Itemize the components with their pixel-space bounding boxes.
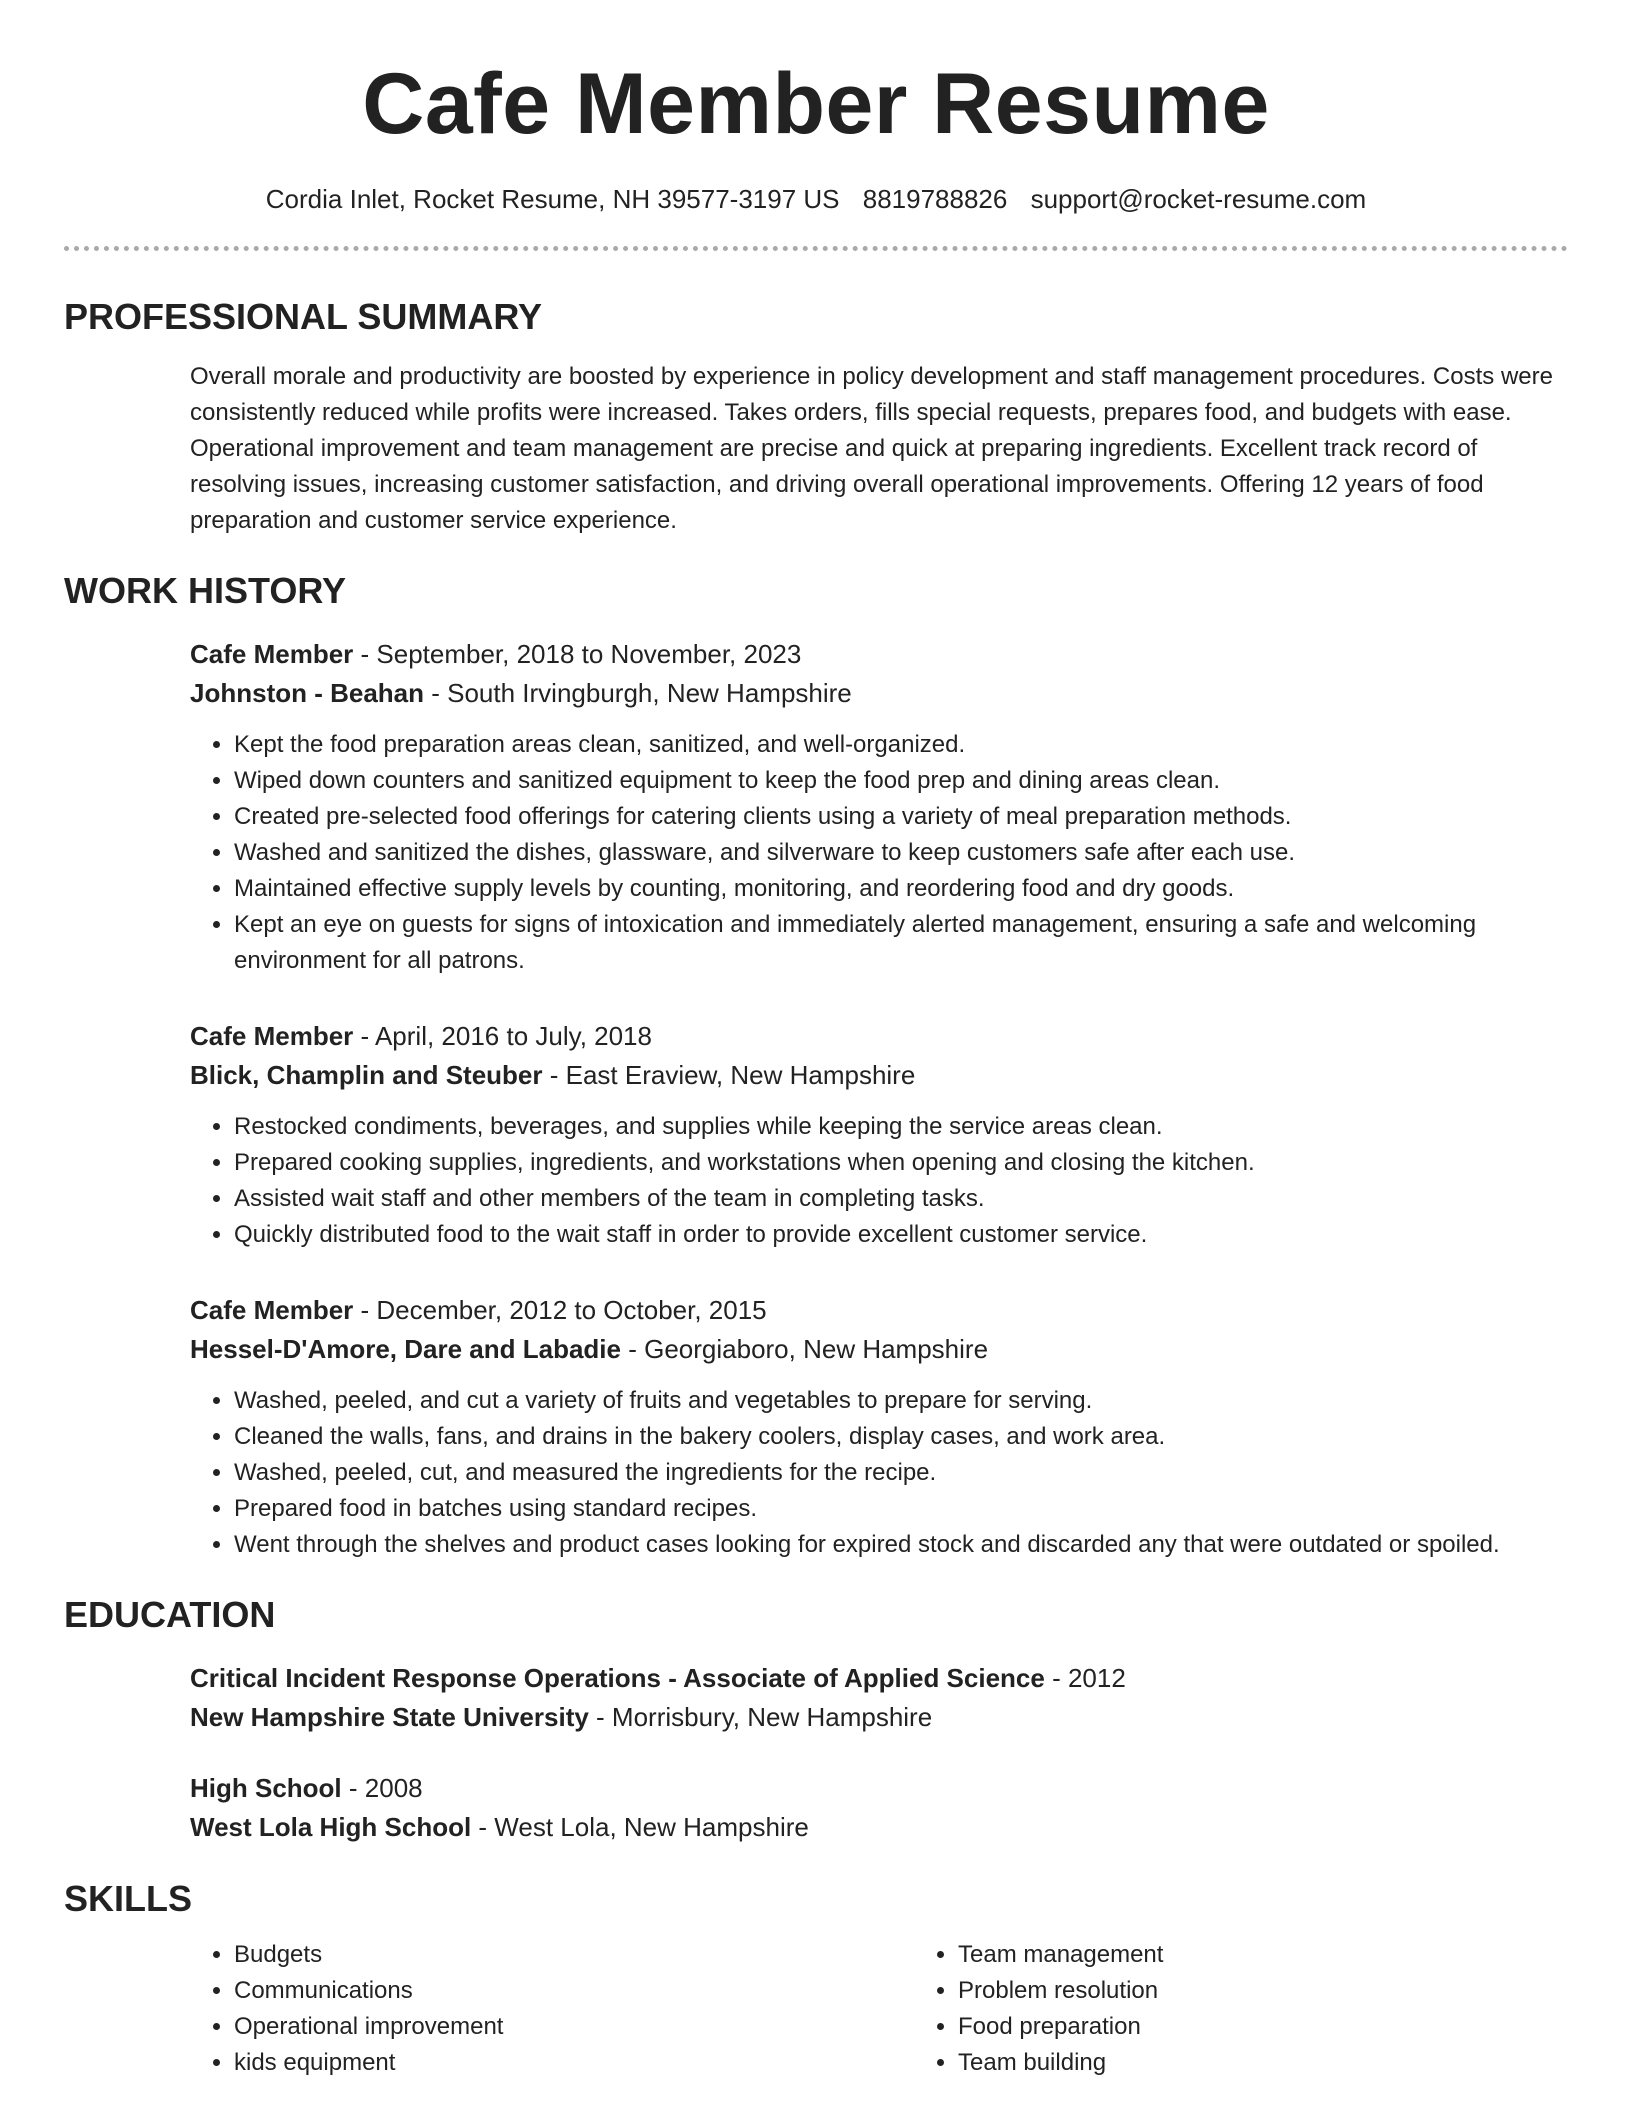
job-bullet: • Prepared food in batches using standard recipes. xyxy=(234,1491,1568,1527)
job-bullet: • Maintained effective supply levels by counting, monitoring, and reordering food and dry goods. xyxy=(234,871,1568,907)
contact-address: Cordia Inlet, Rocket Resume, NH 39577-3197 US xyxy=(265,184,840,214)
education-location: - West Lola, New Hampshire xyxy=(471,1812,809,1842)
education-entry xyxy=(190,1769,1568,1847)
job-bullet: • Cleaned the walls, fans, and drains in the bakery coolers, display cases, and work area. xyxy=(234,1419,1568,1455)
job-location: - East Eraview, New Hampshire xyxy=(542,1060,916,1090)
job-company: Hessel-D'Amore, Dare and Labadie xyxy=(190,1334,621,1364)
contact-line xyxy=(64,182,1568,216)
skill-item: • Team building xyxy=(958,2045,1568,2081)
skill-item: • Operational improvement xyxy=(234,2009,914,2045)
education-school-line xyxy=(190,1698,1568,1737)
skill-item: • Communications xyxy=(234,1973,914,2009)
job-location: - South Irvingburgh, New Hampshire xyxy=(424,678,852,708)
summary-text: Overall morale and productivity are boosted by experience in policy development and staff management procedures. Costs were consistently reduced while profits were increased. Takes orders, fills special requests, prepares food, and budgets with ease. Operational improvement and team management are precise and quick at preparing ingredients. Excellent track record of resolving issues, increasing customer satisfaction, and driving overall operational improvements. Offering 12 years of food preparation and customer service experience. xyxy=(190,363,1553,534)
job-bullet: • Kept an eye on guests for signs of intoxication and immediately alerted management, ensuring a safe and welcoming environment for all patrons. xyxy=(234,907,1568,979)
job-bullet: • Washed and sanitized the dishes, glassware, and silverware to keep customers safe after each use. xyxy=(234,835,1568,871)
header-divider xyxy=(64,246,1568,251)
education-school: West Lola High School xyxy=(190,1812,472,1842)
job-company: Johnston - Beahan xyxy=(190,678,425,708)
job-bullets xyxy=(190,1383,1568,1563)
job-company: Blick, Champlin and Steuber xyxy=(190,1060,543,1090)
skill-item: • kids equipment xyxy=(234,2045,914,2081)
job-bullet: • Quickly distributed food to the wait staff in order to provide excellent customer service. xyxy=(234,1217,1568,1253)
skills-column-left xyxy=(190,1937,914,2081)
job-bullets xyxy=(190,727,1568,979)
job-dates: - September, 2018 to November, 2023 xyxy=(353,639,802,669)
job-bullets xyxy=(190,1109,1568,1253)
job-title-line xyxy=(190,635,1568,674)
summary-section xyxy=(64,295,1568,539)
job-bullet: • Assisted wait staff and other members of the team in completing tasks. xyxy=(234,1181,1568,1217)
summary-heading: PROFESSIONAL SUMMARY xyxy=(64,296,543,337)
job-entry xyxy=(190,1017,1568,1253)
education-degree: High School xyxy=(190,1773,342,1803)
job-company-line xyxy=(190,1330,1568,1369)
job-entry xyxy=(190,1291,1568,1563)
skill-item: • Team management xyxy=(958,1937,1568,1973)
job-role: Cafe Member xyxy=(190,639,354,669)
work-history-heading: WORK HISTORY xyxy=(64,570,347,611)
job-bullet: • Restocked condiments, beverages, and supplies while keeping the service areas clean. xyxy=(234,1109,1568,1145)
job-dates: - April, 2016 to July, 2018 xyxy=(353,1021,652,1051)
education-heading: EDUCATION xyxy=(64,1594,276,1635)
education-location: - Morrisbury, New Hampshire xyxy=(588,1702,933,1732)
education-entry xyxy=(190,1659,1568,1737)
job-bullet: • Washed, peeled, cut, and measured the ingredients for the recipe. xyxy=(234,1455,1568,1491)
resume-title: Cafe Member Resume xyxy=(362,56,1270,152)
education-degree-line xyxy=(190,1659,1568,1698)
work-history-section xyxy=(64,569,1568,1563)
skill-item: • Budgets xyxy=(234,1937,914,1973)
job-role: Cafe Member xyxy=(190,1021,354,1051)
contact-phone: 8819788826 xyxy=(862,184,1008,214)
job-bullet: • Prepared cooking supplies, ingredients, and workstations when opening and closing the kitchen. xyxy=(234,1145,1568,1181)
education-year: - 2012 xyxy=(1044,1663,1126,1693)
job-bullet: • Washed, peeled, and cut a variety of fruits and vegetables to prepare for serving. xyxy=(234,1383,1568,1419)
education-section xyxy=(64,1593,1568,1847)
skills-grid xyxy=(190,1937,1568,2081)
education-school: New Hampshire State University xyxy=(190,1702,589,1732)
skills-section xyxy=(64,1877,1568,2081)
skills-heading: SKILLS xyxy=(64,1878,193,1919)
education-school-line xyxy=(190,1808,1568,1847)
education-degree-line xyxy=(190,1769,1568,1808)
job-bullet: • Kept the food preparation areas clean, sanitized, and well-organized. xyxy=(234,727,1568,763)
education-year: - 2008 xyxy=(341,1773,423,1803)
job-bullet: • Created pre-selected food offerings for catering clients using a variety of meal preparation methods. xyxy=(234,799,1568,835)
education-degree: Critical Incident Response Operations - Associate of Applied Science xyxy=(190,1663,1045,1693)
skills-column-right xyxy=(914,1937,1568,2081)
job-role: Cafe Member xyxy=(190,1295,354,1325)
skill-item: • Problem resolution xyxy=(958,1973,1568,2009)
job-bullet: • Went through the shelves and product cases looking for expired stock and discarded any that were outdated or spoiled. xyxy=(234,1527,1568,1563)
contact-email[interactable]: support@rocket-resume.com xyxy=(1030,184,1367,214)
skill-item: • Food preparation xyxy=(958,2009,1568,2045)
job-title-line xyxy=(190,1017,1568,1056)
job-company-line xyxy=(190,674,1568,713)
job-bullet: • Wiped down counters and sanitized equipment to keep the food prep and dining areas clean. xyxy=(234,763,1568,799)
job-company-line xyxy=(190,1056,1568,1095)
job-location: - Georgiaboro, New Hampshire xyxy=(621,1334,989,1364)
job-title-line xyxy=(190,1291,1568,1330)
job-dates: - December, 2012 to October, 2015 xyxy=(353,1295,767,1325)
job-entry xyxy=(190,635,1568,979)
